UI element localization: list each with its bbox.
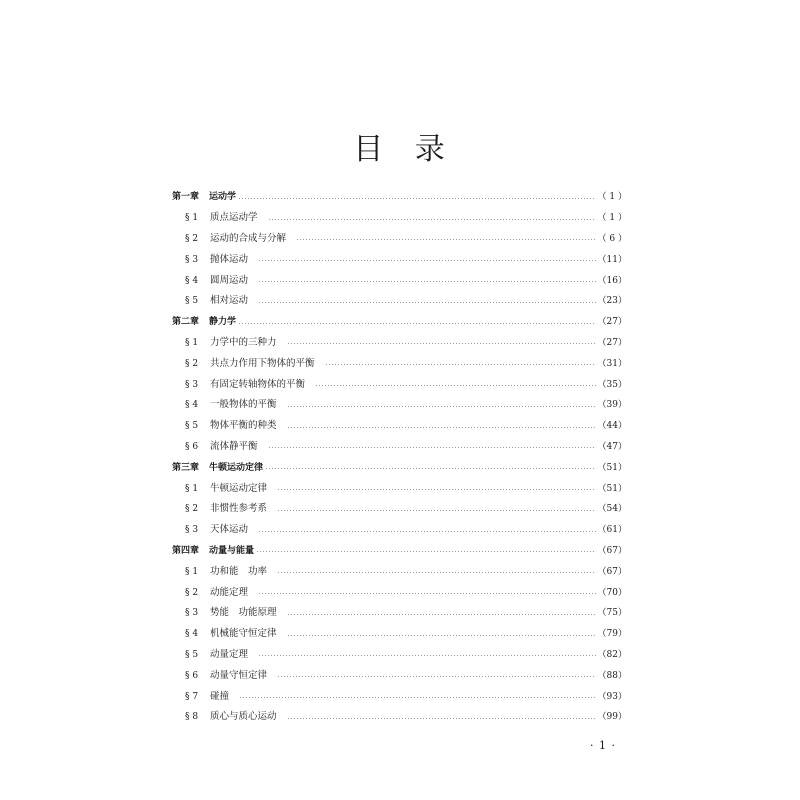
toc-section-row xyxy=(172,208,627,229)
page-reference: （75） xyxy=(597,608,627,619)
page-reference: （67） xyxy=(597,566,627,577)
section-number: § 6 xyxy=(185,441,199,452)
dot-leader xyxy=(287,406,596,407)
page-reference: （27） xyxy=(597,317,627,328)
page-reference: （ 1 ） xyxy=(597,213,627,224)
page-reference: （23） xyxy=(597,296,627,307)
page-reference: （31） xyxy=(597,358,627,369)
section-number: § 5 xyxy=(185,296,199,307)
page-reference: （54） xyxy=(597,504,627,515)
section-number: § 1 xyxy=(185,213,199,224)
page-reference: （11） xyxy=(597,254,627,265)
section-number: § 5 xyxy=(185,649,199,660)
section-name: 动量定理 xyxy=(210,648,249,660)
section-number: § 4 xyxy=(185,275,199,286)
section-name: 非惯性参考系 xyxy=(210,503,268,515)
page-reference: （44） xyxy=(597,421,627,432)
page-reference: （35） xyxy=(597,379,627,390)
section-name: 物体平衡的种类 xyxy=(210,420,277,432)
section-name: 机械能守恒定律 xyxy=(210,628,277,640)
dot-leader xyxy=(258,302,596,303)
toc-section-row xyxy=(172,374,627,395)
toc-section-row xyxy=(172,249,627,270)
toc-section-row xyxy=(172,437,627,458)
dot-leader xyxy=(287,614,596,615)
toc-section-row xyxy=(172,478,627,499)
dot-leader xyxy=(277,510,596,511)
section-number: § 6 xyxy=(185,670,199,681)
section-number: § 1 xyxy=(185,483,199,494)
page-reference: （79） xyxy=(597,629,627,640)
section-number: § 3 xyxy=(185,254,199,265)
toc-section-row xyxy=(172,582,627,603)
page-reference: （51） xyxy=(597,462,627,473)
chapter-label: 第一章 xyxy=(172,192,200,203)
section-name: 天体运动 xyxy=(210,524,249,536)
section-name: 动能定理 xyxy=(210,586,249,598)
toc-section-row xyxy=(172,353,627,374)
chapter-label: 第三章 xyxy=(172,462,200,473)
toc-chapter-row xyxy=(172,187,627,208)
page-reference: （67） xyxy=(597,545,627,556)
dot-leader xyxy=(258,655,596,656)
page-number: · 1 · xyxy=(590,739,616,752)
section-number: § 5 xyxy=(185,421,199,432)
section-number: § 2 xyxy=(185,233,199,244)
toc-section-row xyxy=(172,686,627,707)
chapter-label: 第四章 xyxy=(172,545,200,556)
chapter-name: 运动学 xyxy=(209,192,237,203)
dot-leader xyxy=(296,239,596,240)
dot-leader xyxy=(258,260,596,261)
chapter-name: 静力学 xyxy=(209,317,237,328)
dot-leader xyxy=(258,593,596,594)
page-reference: （ 6 ） xyxy=(597,233,627,244)
dot-leader xyxy=(277,572,596,573)
section-name: 碰撞 xyxy=(210,690,230,702)
page-reference: （16） xyxy=(597,275,627,286)
toc-section-row xyxy=(172,395,627,416)
section-number: § 2 xyxy=(185,587,199,598)
section-number: § 2 xyxy=(185,358,199,369)
page-reference: （ 1 ） xyxy=(597,192,627,203)
dot-leader xyxy=(277,489,596,490)
section-number: § 7 xyxy=(185,691,199,702)
section-name: 有固定转轴物体的平衡 xyxy=(210,378,306,390)
page-reference: （51） xyxy=(597,483,627,494)
toc-section-row xyxy=(172,561,627,582)
page-reference: （82） xyxy=(597,649,627,660)
dot-leader xyxy=(287,635,596,636)
dot-leader xyxy=(265,468,596,469)
page-reference: （27） xyxy=(597,337,627,348)
dot-leader xyxy=(258,531,596,532)
toc-section-row xyxy=(172,499,627,520)
page-reference: （88） xyxy=(597,670,627,681)
chapter-name: 牛顿运动定律 xyxy=(209,462,264,473)
toc-chapter-row xyxy=(172,312,627,333)
section-number: § 2 xyxy=(185,504,199,515)
dot-leader xyxy=(239,697,596,698)
toc-section-row xyxy=(172,291,627,312)
toc-section-row xyxy=(172,333,627,354)
section-number: § 1 xyxy=(185,337,199,348)
section-number: § 3 xyxy=(185,379,199,390)
toc-section-row xyxy=(172,707,627,728)
section-number: § 4 xyxy=(185,629,199,640)
section-name: 一般物体的平衡 xyxy=(210,399,277,411)
toc-section-row xyxy=(172,416,627,437)
section-name: 抛体运动 xyxy=(210,253,249,265)
toc-chapter-row xyxy=(172,457,627,478)
toc-section-row xyxy=(172,270,627,291)
section-name: 功和能 功率 xyxy=(210,565,268,577)
section-name: 势能 功能原理 xyxy=(210,607,277,619)
section-name: 牛顿运动定律 xyxy=(210,482,268,494)
dot-leader xyxy=(287,427,596,428)
dot-leader xyxy=(268,447,596,448)
section-name: 运动的合成与分解 xyxy=(210,232,287,244)
dot-leader xyxy=(258,281,596,282)
page-reference: （47） xyxy=(597,441,627,452)
chapter-label: 第二章 xyxy=(172,317,200,328)
toc-section-row xyxy=(172,603,627,624)
page-reference: （39） xyxy=(597,400,627,411)
dot-leader xyxy=(287,343,596,344)
section-number: § 3 xyxy=(185,608,199,619)
section-name: 相对运动 xyxy=(210,295,249,307)
dot-leader xyxy=(287,718,596,719)
dot-leader xyxy=(238,198,596,199)
section-name: 动量守恒定律 xyxy=(210,669,268,681)
toc-section-row xyxy=(172,645,627,666)
table-of-contents xyxy=(172,187,627,728)
dot-leader xyxy=(315,385,596,386)
section-number: § 4 xyxy=(185,400,199,411)
page-reference: （99） xyxy=(597,712,627,723)
section-name: 力学中的三种力 xyxy=(210,336,277,348)
page-reference: （61） xyxy=(597,525,627,536)
toc-chapter-row xyxy=(172,541,627,562)
section-name: 质心与质心运动 xyxy=(210,711,277,723)
chapter-name: 动量与能量 xyxy=(209,545,255,556)
section-name: 圆周运动 xyxy=(210,274,249,286)
toc-section-row xyxy=(172,665,627,686)
section-name: 流体静平衡 xyxy=(210,440,258,452)
section-number: § 3 xyxy=(185,525,199,536)
toc-section-row xyxy=(172,624,627,645)
toc-section-row xyxy=(172,229,627,250)
toc-section-row xyxy=(172,520,627,541)
dot-leader xyxy=(325,364,596,365)
page-reference: （93） xyxy=(597,691,627,702)
page-reference: （70） xyxy=(597,587,627,598)
section-number: § 8 xyxy=(185,712,199,723)
dot-leader xyxy=(238,323,596,324)
section-name: 共点力作用下物体的平衡 xyxy=(210,357,315,369)
dot-leader xyxy=(268,219,596,220)
section-number: § 1 xyxy=(185,566,199,577)
dot-leader xyxy=(277,676,596,677)
dot-leader xyxy=(256,551,596,552)
page-title: 目 录 xyxy=(353,132,447,168)
section-name: 质点运动学 xyxy=(210,212,258,224)
